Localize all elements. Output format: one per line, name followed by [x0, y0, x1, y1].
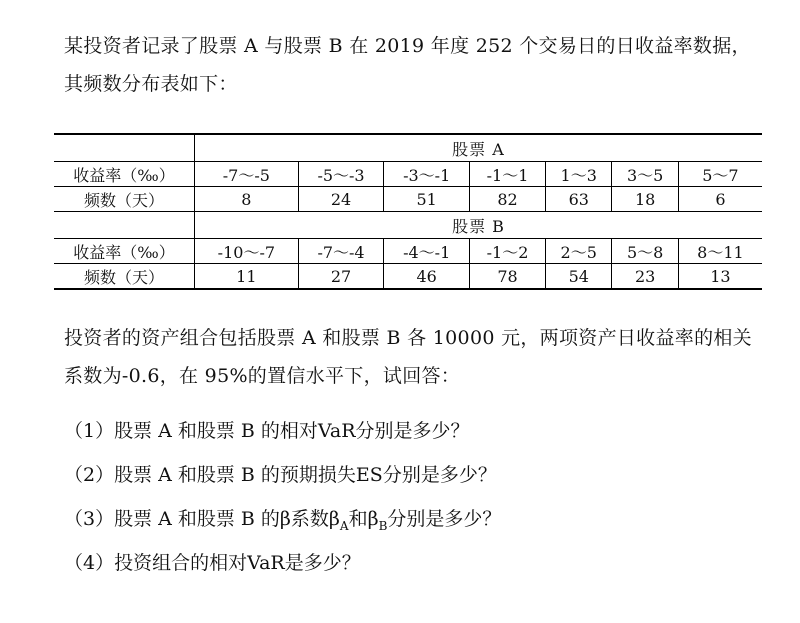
blank-cell — [54, 134, 195, 162]
table-cell: -10～-7 — [195, 239, 299, 264]
question-4: （4）投资组合的相对VaR是多少？ — [64, 552, 361, 574]
return-label: 收益率（‰） — [54, 162, 195, 187]
table-cell: 82 — [470, 187, 546, 212]
return-label: 收益率（‰） — [54, 239, 195, 264]
stock-b-title: 股票 B — [195, 212, 763, 239]
frequency-label: 频数（天） — [54, 187, 195, 212]
question-1: （1）股票 A 和股票 B 的相对VaR分别是多少？ — [64, 420, 470, 442]
subscript-b: B — [378, 519, 388, 533]
stock-b-frequency-row — [54, 264, 762, 290]
table-cell: 6 — [678, 187, 762, 212]
stock-a-header-row — [54, 134, 762, 162]
table-cell: 8 — [195, 187, 299, 212]
table-cell: 78 — [470, 264, 546, 290]
stock-a-return-row — [54, 162, 762, 187]
blank-cell — [54, 212, 195, 239]
table-cell: 23 — [612, 264, 678, 290]
table-cell: 1～3 — [546, 162, 612, 187]
table-cell: 13 — [678, 264, 762, 290]
question-3-mid: 和β — [348, 508, 379, 530]
table-cell: 11 — [195, 264, 299, 290]
table-cell: 24 — [298, 187, 384, 212]
table-cell: 51 — [384, 187, 470, 212]
table-cell: 2～5 — [546, 239, 612, 264]
table-cell: 27 — [298, 264, 384, 290]
stock-b-header-row — [54, 212, 762, 239]
table-cell: 8～11 — [678, 239, 762, 264]
table-cell: 5～7 — [678, 162, 762, 187]
table-cell: 3～5 — [612, 162, 678, 187]
question-3-suffix: 分别是多少？ — [387, 508, 502, 530]
frequency-table — [54, 133, 762, 290]
table-cell: 18 — [612, 187, 678, 212]
stock-b-return-row — [54, 239, 762, 264]
table-cell: -3～-1 — [384, 162, 470, 187]
subscript-a: A — [339, 519, 349, 533]
table-cell: -7～-5 — [195, 162, 299, 187]
question-2: （2）股票 A 和股票 B 的预期损失ES分别是多少？ — [64, 464, 497, 486]
table-cell: -5～-3 — [298, 162, 384, 187]
table-cell: -1～1 — [470, 162, 546, 187]
question-3-prefix: （3）股票 A 和股票 B 的β系数β — [64, 508, 340, 530]
table-cell: -4～-1 — [384, 239, 470, 264]
table-cell: 63 — [546, 187, 612, 212]
table-cell: 54 — [546, 264, 612, 290]
question-3 — [64, 506, 501, 539]
intro-paragraph: 某投资者记录了股票 A 与股票 B 在 2019 年度 252 个交易日的日收益率数据，其频数分布表如下： — [64, 35, 751, 95]
frequency-label: 频数（天） — [54, 264, 195, 290]
table-cell: 5～8 — [612, 239, 678, 264]
portfolio-paragraph: 投资者的资产组合包括股票 A 和股票 B 各 10000 元，两项资产日收益率的相关系数为-0.6，在 95%的置信水平下，试回答： — [64, 327, 752, 387]
table-cell: -7～-4 — [298, 239, 384, 264]
stock-a-title: 股票 A — [195, 134, 763, 162]
table-cell: 46 — [384, 264, 470, 290]
stock-a-frequency-row — [54, 187, 762, 212]
table-cell: -1～2 — [470, 239, 546, 264]
